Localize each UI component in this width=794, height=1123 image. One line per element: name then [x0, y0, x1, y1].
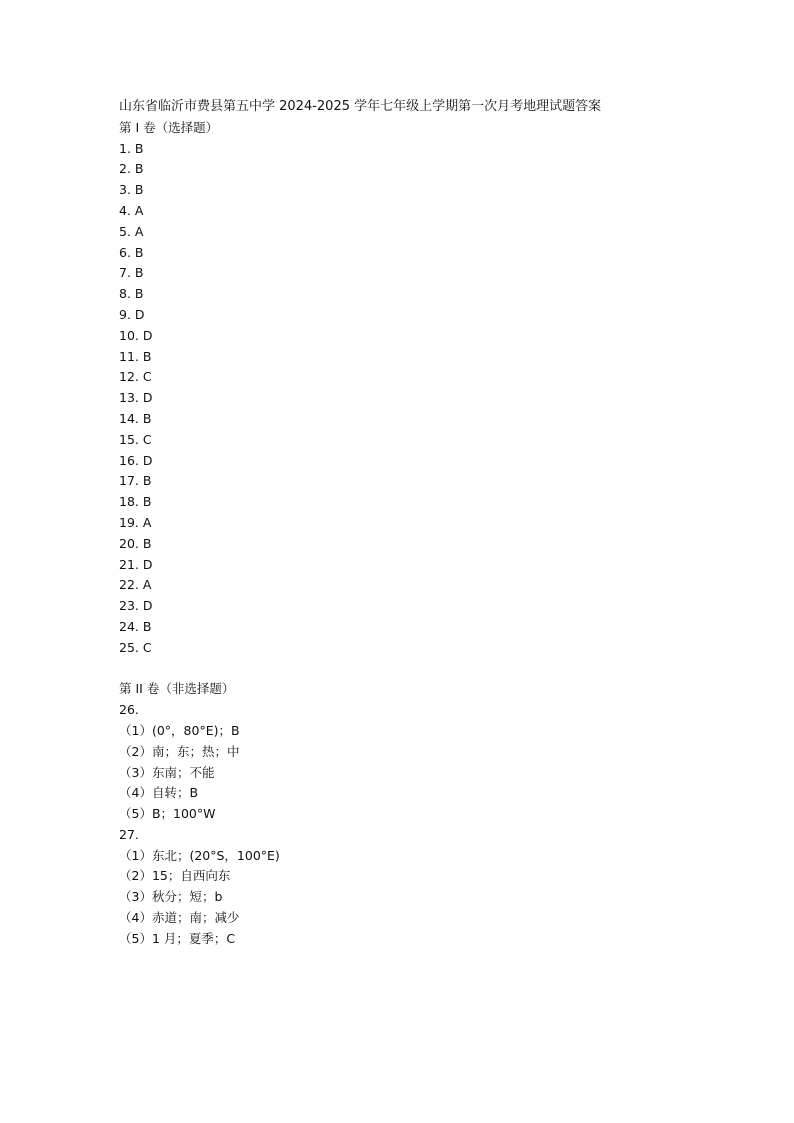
question-part: （2）15；自西向东 [119, 868, 231, 884]
question-number: 27. [119, 826, 139, 842]
section-1-heading: 第 I 卷（选择题） [119, 119, 219, 135]
question-number: 26. [119, 702, 139, 718]
answer-item: 15. C [119, 431, 152, 447]
answer-item: 12. C [119, 369, 152, 385]
answer-item: 21. D [119, 556, 153, 572]
answer-item: 23. D [119, 598, 153, 614]
answer-item: 1. B [119, 140, 144, 156]
answer-item: 7. B [119, 265, 144, 281]
answer-item: 9. D [119, 306, 145, 322]
answer-item: 18. B [119, 494, 152, 510]
answer-item: 24. B [119, 618, 152, 634]
answer-item: 2. B [119, 161, 144, 177]
choice-answer-list [119, 139, 719, 659]
answer-item: 22. A [119, 577, 152, 593]
answer-item: 20. B [119, 535, 152, 551]
answer-item: 14. B [119, 410, 152, 426]
answer-item: 6. B [119, 244, 144, 260]
question-part: （2）南；东；热；中 [119, 743, 240, 759]
answer-item: 4. A [119, 202, 144, 218]
answer-item: 8. B [119, 286, 144, 302]
answer-item: 25. C [119, 639, 152, 655]
section-2-heading: 第 II 卷（非选择题） [119, 681, 235, 697]
question-part: （3）秋分；短；b [119, 889, 223, 905]
question-part: （4）自转；B [119, 785, 199, 801]
document-title: 山东省临沂市费县第五中学 2024-2025 学年七年级上学期第一次月考地理试题答案 [119, 99, 602, 114]
answer-item: 5. A [119, 223, 144, 239]
answer-document [119, 97, 719, 950]
answer-item: 10. D [119, 327, 153, 343]
question-part: （4）赤道；南；减少 [119, 910, 240, 926]
question-part: （1）东北；(20°S，100°E) [119, 847, 280, 863]
section-spacer [119, 659, 719, 680]
question-26 [119, 700, 719, 825]
question-part: （5）1 月；夏季；C [119, 930, 236, 946]
question-27 [119, 825, 719, 950]
answer-item: 19. A [119, 514, 152, 530]
answer-item: 3. B [119, 182, 144, 198]
question-part: （3）东南；不能 [119, 764, 215, 780]
answer-item: 13. D [119, 390, 153, 406]
question-part: （1）(0°，80°E)；B [119, 722, 240, 738]
answer-item: 16. D [119, 452, 153, 468]
answer-item: 11. B [119, 348, 152, 364]
question-part: （5）B；100°W [119, 806, 216, 822]
answer-item: 17. B [119, 473, 152, 489]
